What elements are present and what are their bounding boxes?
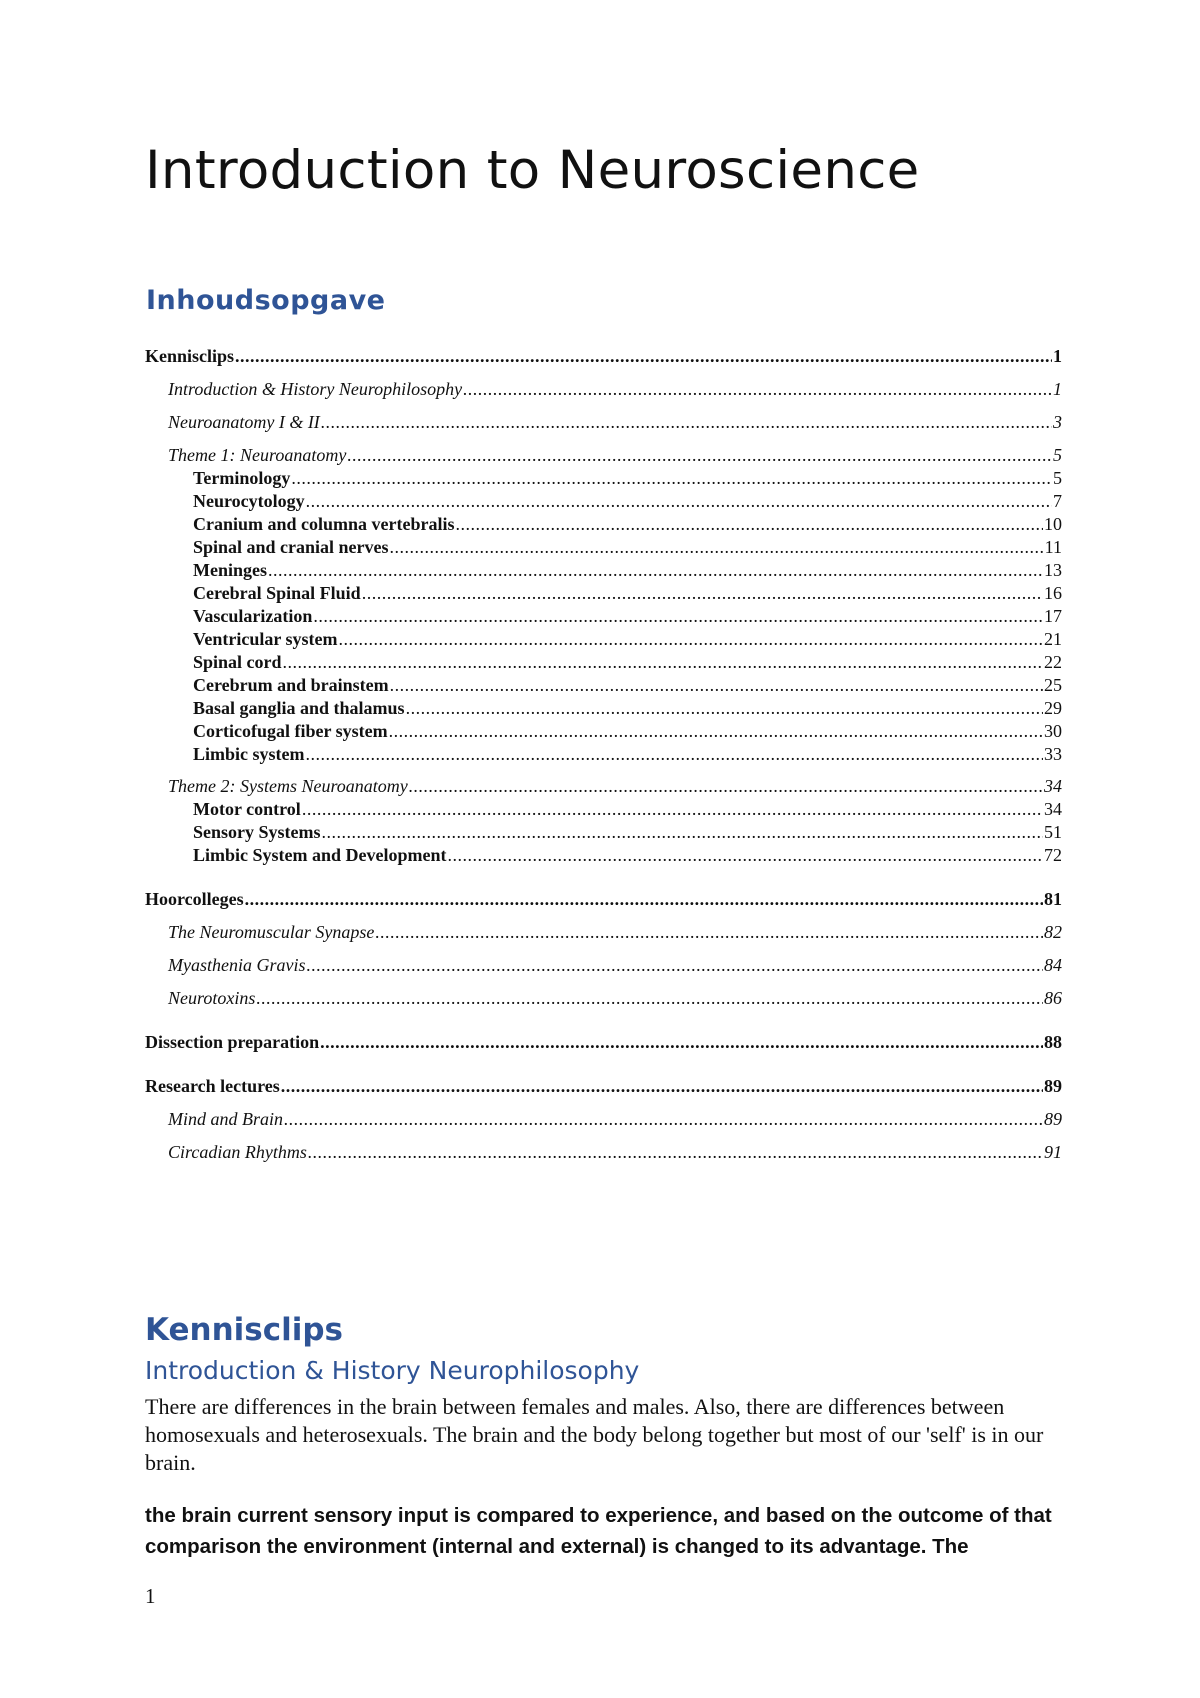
toc-dot-leader: [463, 379, 1052, 400]
toc-entry[interactable]: [145, 537, 1062, 560]
toc-entry-page: 89: [1044, 1076, 1062, 1096]
toc-entry-label: Limbic System and Development: [193, 845, 447, 865]
toc-dot-leader: [321, 412, 1052, 433]
toc-entry[interactable]: [145, 379, 1062, 402]
body-paragraph-bold: the brain current sensory input is compared to experience, and based on the outcome of that comparison the environment (internal and external) is changed to its advantage. The: [145, 1504, 1052, 1558]
toc-dot-leader: [320, 1032, 1043, 1053]
toc-entry-label: Introduction & History Neurophilosophy: [168, 379, 463, 399]
toc-dot-leader: [389, 721, 1043, 742]
toc-dot-leader: [347, 445, 1052, 466]
toc-dot-leader: [448, 845, 1044, 866]
toc-entry-page: 34: [1044, 799, 1062, 819]
toc-dot-leader: [306, 955, 1043, 976]
toc-dot-leader: [456, 514, 1043, 535]
toc-dot-leader: [268, 560, 1043, 581]
toc-entry-page: 72: [1044, 845, 1062, 865]
toc-entry-page: 89: [1044, 1109, 1062, 1129]
toc-dot-leader: [406, 698, 1043, 719]
toc-entry-label: The Neuromuscular Synapse: [168, 922, 375, 942]
toc-entry[interactable]: [145, 468, 1062, 491]
toc-entry-page: 84: [1044, 955, 1062, 975]
toc-entry-label: Cerebral Spinal Fluid: [193, 583, 361, 603]
toc-entry-page: 22: [1044, 652, 1062, 672]
toc-entry[interactable]: [145, 652, 1062, 675]
toc-entry[interactable]: [145, 445, 1062, 468]
toc-dot-leader: [302, 799, 1043, 820]
toc-entry-label: Basal ganglia and thalamus: [193, 698, 405, 718]
toc-entry[interactable]: [145, 1142, 1062, 1165]
toc-entry[interactable]: [145, 845, 1062, 868]
toc-entry-page: 10: [1044, 514, 1062, 534]
toc-entry-page: 1: [1053, 346, 1062, 366]
toc-entry-label: Neuroanatomy I & II: [168, 412, 320, 432]
toc-entry-label: Dissection preparation: [145, 1032, 320, 1052]
subsection-heading: Introduction & History Neurophilosophy: [145, 1356, 640, 1385]
toc-dot-leader: [245, 889, 1043, 910]
toc-entry[interactable]: [145, 583, 1062, 606]
toc-entry-label: Neurocytology: [193, 491, 305, 511]
table-of-contents: [145, 346, 1062, 1165]
toc-entry-label: Ventricular system: [193, 629, 338, 649]
toc-entry-label: Circadian Rhythms: [168, 1142, 307, 1162]
toc-entry[interactable]: [145, 988, 1062, 1011]
document-title: Introduction to Neuroscience: [145, 140, 920, 201]
toc-entry[interactable]: [145, 629, 1062, 652]
toc-dot-leader: [362, 583, 1043, 604]
toc-entry-label: Theme 2: Systems Neuroanatomy: [168, 776, 408, 796]
toc-entry-label: Meninges: [193, 560, 267, 580]
toc-dot-leader: [375, 922, 1043, 943]
toc-entry-label: Mind and Brain: [168, 1109, 283, 1129]
toc-entry-label: Vascularization: [193, 606, 313, 626]
toc-entry-label: Cerebrum and brainstem: [193, 675, 389, 695]
toc-entry[interactable]: [145, 744, 1062, 767]
toc-entry[interactable]: [145, 346, 1062, 369]
toc-entry[interactable]: [145, 412, 1062, 435]
toc-entry-page: 34: [1044, 776, 1062, 796]
toc-entry-page: 88: [1044, 1032, 1062, 1052]
toc-entry-label: Theme 1: Neuroanatomy: [168, 445, 347, 465]
toc-entry-page: 13: [1044, 560, 1062, 580]
toc-entry[interactable]: [145, 799, 1062, 822]
toc-entry-label: Hoorcolleges: [145, 889, 244, 909]
toc-dot-leader: [313, 606, 1043, 627]
toc-dot-leader: [284, 1109, 1043, 1130]
toc-entry[interactable]: [145, 1076, 1062, 1099]
toc-entry-page: 11: [1044, 537, 1062, 557]
toc-entry-page: 51: [1044, 822, 1062, 842]
toc-entry-page: 82: [1044, 922, 1062, 942]
toc-entry-page: 33: [1044, 744, 1062, 764]
toc-entry-label: Corticofugal fiber system: [193, 721, 388, 741]
toc-entry-label: Sensory Systems: [193, 822, 321, 842]
toc-dot-leader: [256, 988, 1043, 1009]
toc-entry[interactable]: [145, 1032, 1062, 1055]
toc-entry-page: 3: [1053, 412, 1062, 432]
toc-entry[interactable]: [145, 889, 1062, 912]
toc-entry-label: Spinal and cranial nerves: [193, 537, 389, 557]
toc-entry-page: 21: [1044, 629, 1062, 649]
toc-entry[interactable]: [145, 606, 1062, 629]
toc-dot-leader: [390, 537, 1044, 558]
toc-entry-label: Research lectures: [145, 1076, 280, 1096]
toc-entry-label: Motor control: [193, 799, 301, 819]
toc-dot-leader: [306, 744, 1044, 765]
toc-dot-leader: [283, 652, 1043, 673]
toc-entry-page: 81: [1044, 889, 1062, 909]
toc-entry-page: 5: [1053, 445, 1062, 465]
toc-entry-page: 25: [1044, 675, 1062, 695]
toc-entry-page: 1: [1053, 379, 1062, 399]
section-heading: Kennisclips: [145, 1312, 343, 1348]
toc-dot-leader: [281, 1076, 1043, 1097]
toc-entry-label: Spinal cord: [193, 652, 282, 672]
toc-dot-leader: [390, 675, 1043, 696]
toc-entry[interactable]: [145, 776, 1062, 799]
toc-entry[interactable]: [145, 491, 1062, 514]
toc-dot-leader: [308, 1142, 1043, 1163]
toc-entry[interactable]: [145, 721, 1062, 744]
toc-dot-leader: [322, 822, 1043, 843]
toc-entry-page: 91: [1044, 1142, 1062, 1162]
toc-entry[interactable]: [145, 560, 1062, 583]
toc-entry-page: 7: [1053, 491, 1062, 511]
toc-entry-label: Kennisclips: [145, 346, 235, 366]
toc-entry-label: Neurotoxins: [168, 988, 256, 1008]
toc-entry-page: 17: [1044, 606, 1062, 626]
toc-entry-page: 29: [1044, 698, 1062, 718]
toc-entry-page: 16: [1044, 583, 1062, 603]
toc-entry[interactable]: [145, 698, 1062, 721]
page-number: 1: [145, 1584, 156, 1608]
toc-entry[interactable]: [145, 922, 1062, 945]
toc-dot-leader: [235, 346, 1052, 367]
toc-entry-label: Myasthenia Gravis: [168, 955, 306, 975]
toc-entry[interactable]: [145, 514, 1062, 537]
toc-entry-label: Limbic system: [193, 744, 305, 764]
toc-entry[interactable]: [145, 822, 1062, 845]
toc-entry[interactable]: [145, 955, 1062, 978]
toc-entry-page: 30: [1044, 721, 1062, 741]
toc-dot-leader: [291, 468, 1052, 489]
toc-dot-leader: [306, 491, 1052, 512]
toc-entry-page: 5: [1053, 468, 1062, 488]
toc-heading: Inhoudsopgave: [146, 285, 386, 316]
toc-dot-leader: [409, 776, 1043, 797]
toc-entry[interactable]: [145, 1109, 1062, 1132]
toc-entry-page: 86: [1044, 988, 1062, 1008]
toc-entry-label: Terminology: [193, 468, 291, 488]
body-paragraph: There are differences in the brain between females and males. Also, there are differences between homosexuals and heterosexuals. The brain and the body belong together but most of our 'self' is in our brain.: [145, 1394, 1044, 1475]
toc-dot-leader: [338, 629, 1043, 650]
toc-entry-label: Cranium and columna vertebralis: [193, 514, 455, 534]
toc-entry[interactable]: [145, 675, 1062, 698]
